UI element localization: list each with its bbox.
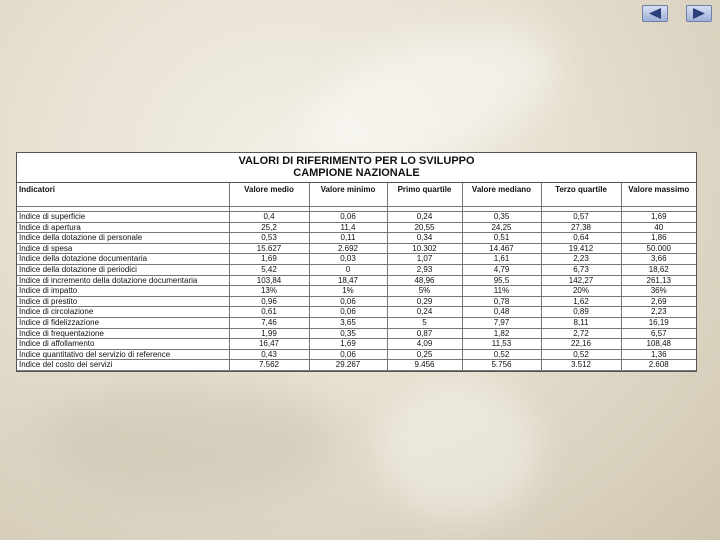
value-cell: 95,5 (462, 275, 541, 286)
value-cell: 0,24 (387, 212, 462, 223)
indicator-name-cell: Indice quantitativo del servizio di reference (17, 349, 229, 360)
table-row (17, 328, 696, 339)
value-cell: 36% (621, 286, 696, 297)
indicator-name-cell: Indice di frequentazione (17, 328, 229, 339)
value-cell: 2.608 (621, 360, 696, 371)
data-table (17, 183, 696, 371)
table-row (17, 222, 696, 233)
table-row (17, 212, 696, 223)
column-header: Primo quartile (387, 183, 462, 207)
column-header: Valore massimo (621, 183, 696, 207)
value-cell: 0,34 (387, 233, 462, 244)
value-cell: 0,87 (387, 328, 462, 339)
next-slide-button[interactable] (686, 5, 712, 22)
value-cell: 16,19 (621, 317, 696, 328)
table-row (17, 243, 696, 254)
value-cell: 0,57 (541, 212, 621, 223)
value-cell: 0,52 (541, 349, 621, 360)
value-cell: 5% (387, 286, 462, 297)
value-cell: 8,11 (541, 317, 621, 328)
value-cell: 16,47 (229, 339, 309, 350)
value-cell: 1,99 (229, 328, 309, 339)
value-cell: 20,55 (387, 222, 462, 233)
table-row (17, 233, 696, 244)
table-row (17, 349, 696, 360)
value-cell: 0,06 (309, 212, 387, 223)
arrow-left-icon (648, 8, 662, 19)
value-cell: 27,38 (541, 222, 621, 233)
value-cell: 261,13 (621, 275, 696, 286)
value-cell: 0,96 (229, 296, 309, 307)
value-cell: 1% (309, 286, 387, 297)
table-title-line2: CAMPIONE NAZIONALE (293, 167, 420, 179)
value-cell: 20% (541, 286, 621, 297)
value-cell: 7.562 (229, 360, 309, 371)
table-row (17, 275, 696, 286)
value-cell: 0,4 (229, 212, 309, 223)
value-cell: 2,93 (387, 264, 462, 275)
value-cell: 25,2 (229, 222, 309, 233)
value-cell: 2,23 (621, 307, 696, 318)
indicator-name-cell: Indice di incremento della dotazione documentaria (17, 275, 229, 286)
value-cell: 24,25 (462, 222, 541, 233)
value-cell: 2,72 (541, 328, 621, 339)
table-row (17, 264, 696, 275)
table-body (17, 207, 696, 371)
value-cell: 9.456 (387, 360, 462, 371)
table-header-row (17, 183, 696, 207)
value-cell: 50.000 (621, 243, 696, 254)
table-title-line1: VALORI DI RIFERIMENTO PER LO SVILUPPO (238, 155, 475, 167)
background-decoration (380, 380, 540, 520)
value-cell: 0,51 (462, 233, 541, 244)
indicator-name-cell: Indice della dotazione di personale (17, 233, 229, 244)
background-decoration (40, 380, 340, 500)
value-cell: 2,69 (621, 296, 696, 307)
slide-navigation (642, 5, 712, 22)
column-header: Valore mediano (462, 183, 541, 207)
indicator-name-cell: Indice di apertura (17, 222, 229, 233)
value-cell: 1,82 (462, 328, 541, 339)
value-cell: 0,03 (309, 254, 387, 265)
previous-slide-button[interactable] (642, 5, 668, 22)
value-cell: 0,89 (541, 307, 621, 318)
value-cell: 108,48 (621, 339, 696, 350)
value-cell: 0 (309, 264, 387, 275)
value-cell: 0,06 (309, 296, 387, 307)
value-cell: 14.467 (462, 243, 541, 254)
value-cell: 1,69 (229, 254, 309, 265)
value-cell: 22,16 (541, 339, 621, 350)
value-cell: 0,43 (229, 349, 309, 360)
table-row (17, 286, 696, 297)
table-row (17, 317, 696, 328)
value-cell: 0,35 (309, 328, 387, 339)
table-row (17, 296, 696, 307)
value-cell: 3,65 (309, 317, 387, 328)
value-cell: 0,35 (462, 212, 541, 223)
column-header: Terzo quartile (541, 183, 621, 207)
indicator-name-cell: Indice del costo dei servizi (17, 360, 229, 371)
indicator-name-cell: Indice di spesa (17, 243, 229, 254)
value-cell: 1,36 (621, 349, 696, 360)
value-cell: 1,62 (541, 296, 621, 307)
value-cell: 0,78 (462, 296, 541, 307)
value-cell: 7,97 (462, 317, 541, 328)
column-header: Indicatori (17, 183, 229, 207)
indicator-name-cell: Indice della dotazione di periodici (17, 264, 229, 275)
value-cell: 0,24 (387, 307, 462, 318)
value-cell: 18,47 (309, 275, 387, 286)
value-cell: 13% (229, 286, 309, 297)
value-cell: 0,25 (387, 349, 462, 360)
indicator-name-cell: Indice della dotazione documentaria (17, 254, 229, 265)
value-cell: 0,61 (229, 307, 309, 318)
column-header: Valore minimo (309, 183, 387, 207)
value-cell: 0,06 (309, 307, 387, 318)
value-cell: 103,84 (229, 275, 309, 286)
value-cell: 10.302 (387, 243, 462, 254)
value-cell: 5 (387, 317, 462, 328)
arrow-right-icon (692, 8, 706, 19)
indicator-name-cell: Indice di affollamento (17, 339, 229, 350)
value-cell: 0,06 (309, 349, 387, 360)
table-row (17, 339, 696, 350)
value-cell: 142,27 (541, 275, 621, 286)
indicator-name-cell: Indice di impatto (17, 286, 229, 297)
value-cell: 2,23 (541, 254, 621, 265)
value-cell: 11,53 (462, 339, 541, 350)
value-cell: 0,53 (229, 233, 309, 244)
value-cell: 0,52 (462, 349, 541, 360)
value-cell: 4,79 (462, 264, 541, 275)
value-cell: 1,69 (309, 339, 387, 350)
value-cell: 11,4 (309, 222, 387, 233)
value-cell: 29.267 (309, 360, 387, 371)
indicator-name-cell: Indice di superficie (17, 212, 229, 223)
value-cell: 0,48 (462, 307, 541, 318)
indicator-name-cell: Indice di fidelizzazione (17, 317, 229, 328)
value-cell: 1,86 (621, 233, 696, 244)
value-cell: 5.756 (462, 360, 541, 371)
value-cell: 18,62 (621, 264, 696, 275)
column-header: Valore medio (229, 183, 309, 207)
value-cell: 0,64 (541, 233, 621, 244)
value-cell: 4,09 (387, 339, 462, 350)
value-cell: 19.412 (541, 243, 621, 254)
table-row (17, 360, 696, 371)
value-cell: 3.512 (541, 360, 621, 371)
reference-values-table (16, 152, 697, 372)
value-cell: 2.692 (309, 243, 387, 254)
value-cell: 40 (621, 222, 696, 233)
table-row (17, 254, 696, 265)
value-cell: 1,07 (387, 254, 462, 265)
value-cell: 48,96 (387, 275, 462, 286)
value-cell: 0,11 (309, 233, 387, 244)
value-cell: 15.627 (229, 243, 309, 254)
value-cell: 5,42 (229, 264, 309, 275)
value-cell: 1,69 (621, 212, 696, 223)
indicator-name-cell: Indice di circolazione (17, 307, 229, 318)
value-cell: 11% (462, 286, 541, 297)
table-row (17, 307, 696, 318)
indicator-name-cell: Indice di prestito (17, 296, 229, 307)
value-cell: 1,61 (462, 254, 541, 265)
value-cell: 6,73 (541, 264, 621, 275)
value-cell: 6,57 (621, 328, 696, 339)
value-cell: 3,66 (621, 254, 696, 265)
table-title (17, 153, 696, 183)
value-cell: 7,46 (229, 317, 309, 328)
value-cell: 0,29 (387, 296, 462, 307)
